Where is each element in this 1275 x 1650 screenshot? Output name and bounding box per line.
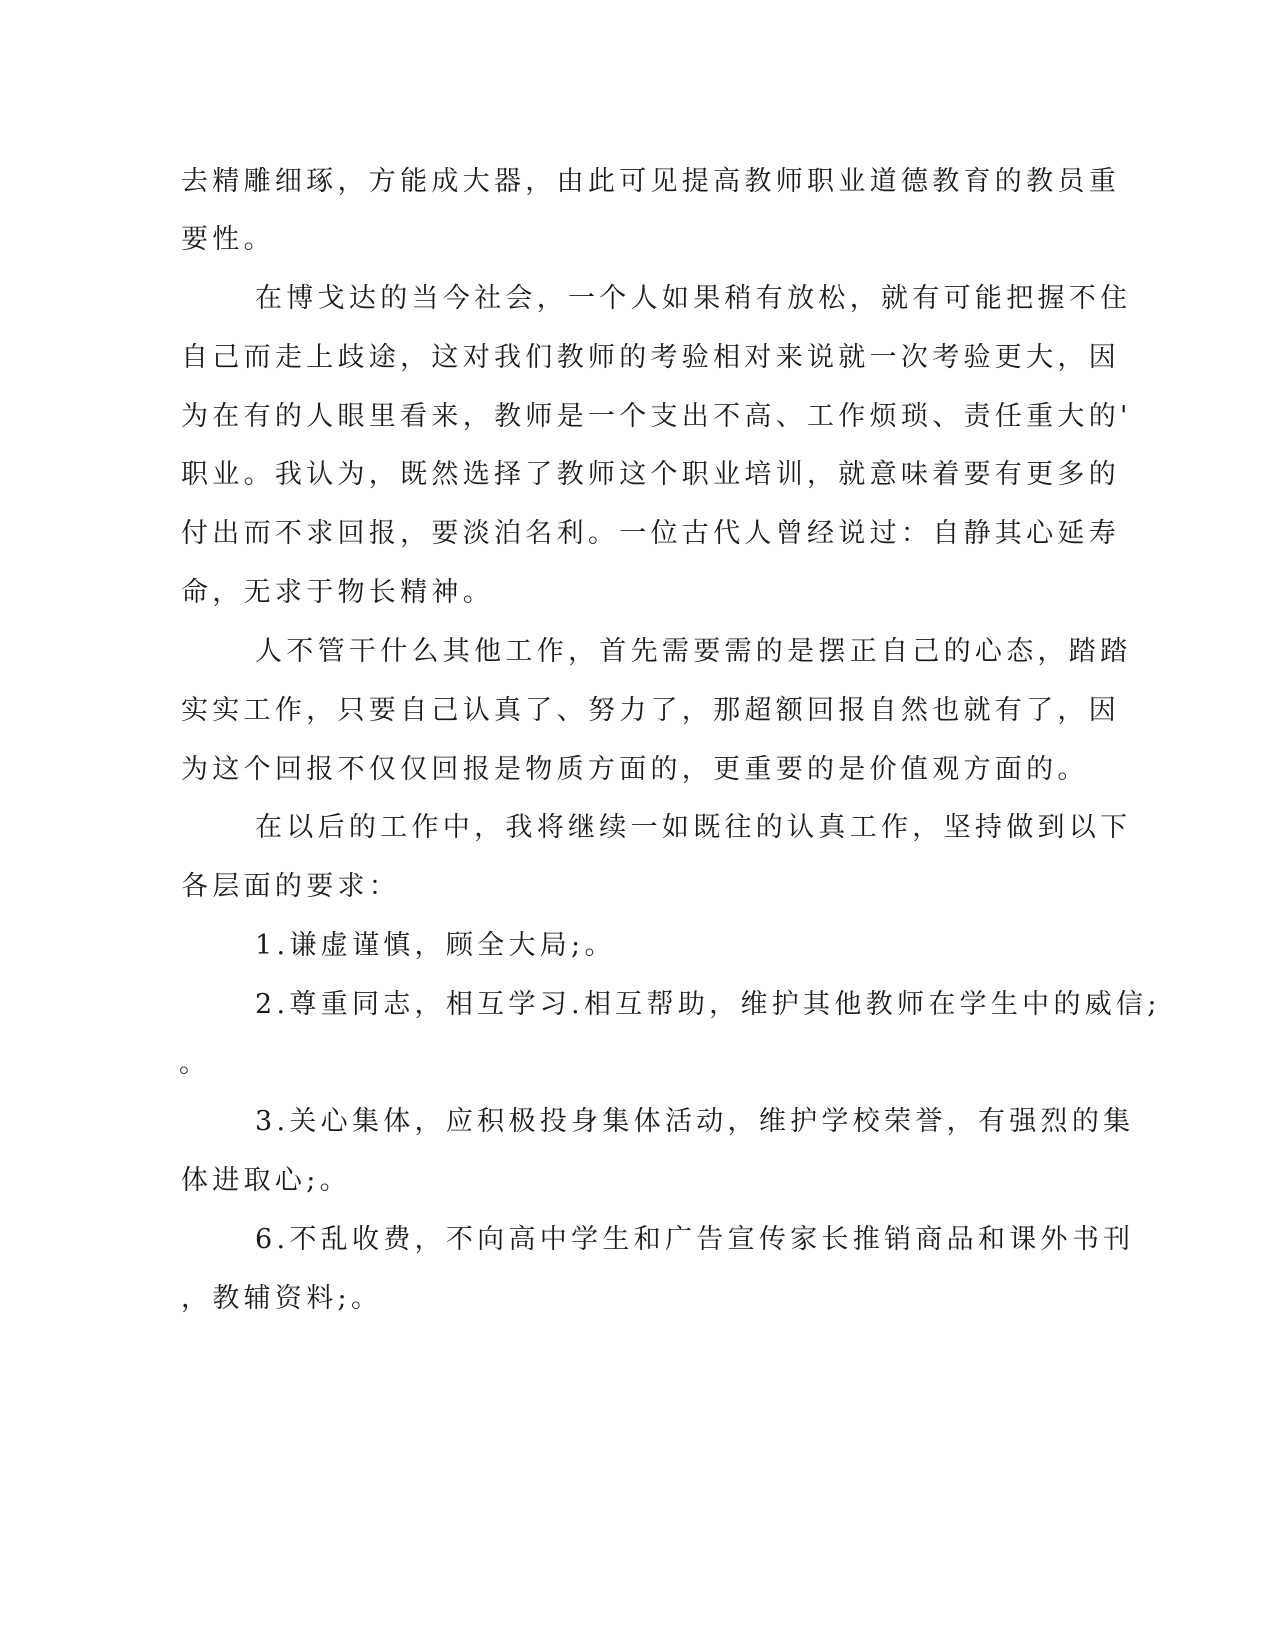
list-item-2-continuation: 。: [179, 1048, 211, 1079]
paragraph-2-line-1: 在博戈达的当今社会，一个人如果稍有放松，就有可能把握不住: [255, 283, 1132, 314]
paragraph-2-line-6: 命，无求于物长精神。: [181, 577, 494, 608]
paragraph-2-line-3: 为在有的人眼里看来，教师是一个支出不高、工作烦琐、责任重大的': [181, 401, 1132, 432]
paragraph-3-line-2: 实实工作，只要自己认真了、努力了，那超额回报自然也就有了，因: [181, 695, 1120, 726]
paragraph-3-line-3: 为这个回报不仅仅回报是物质方面的，更重要的是价值观方面的。: [181, 754, 1089, 785]
paragraph-2-line-4: 职业。我认为，既然选择了教师这个职业培训，就意味着要有更多的: [181, 459, 1120, 490]
paragraph-2-line-2: 自己而走上歧途，这对我们教师的考验相对来说就一次考验更大，因: [181, 342, 1120, 373]
paragraph-3-line-1: 人不管干什么其他工作，首先需要需的是摆正自己的心态，踏踏: [255, 636, 1132, 667]
paragraph-4-line-1: 在以后的工作中，我将继续一如既往的认真工作，坚持做到以下: [255, 812, 1132, 843]
text-line-2: 要性。: [181, 224, 275, 255]
paragraph-2-line-5: 付出而不求回报，要淡泊名利。一位古代人曾经说过：自静其心延寿: [181, 518, 1120, 549]
list-item-2: 2.尊重同志，相互学习.相互帮助，维护其他教师在学生中的威信;: [255, 989, 1161, 1020]
list-item-1: 1.谦虚谨慎，顾全大局;。: [255, 930, 616, 961]
list-item-3: 3.关心集体，应积极投身集体活动，维护学校荣誉，有强烈的集: [255, 1106, 1135, 1137]
text-line-1: 去精雕细琢，方能成大器，由此可见提高教师职业道德教育的教员重: [181, 166, 1120, 197]
list-item-3-continuation: 体进取心;。: [181, 1165, 351, 1196]
list-item-6-continuation: ，教辅资料;。: [181, 1283, 383, 1314]
list-item-6: 6.不乱收费，不向高中学生和广告宣传家长推销商品和课外书刊: [255, 1224, 1135, 1255]
paragraph-4-line-2: 各层面的要求：: [181, 871, 401, 902]
